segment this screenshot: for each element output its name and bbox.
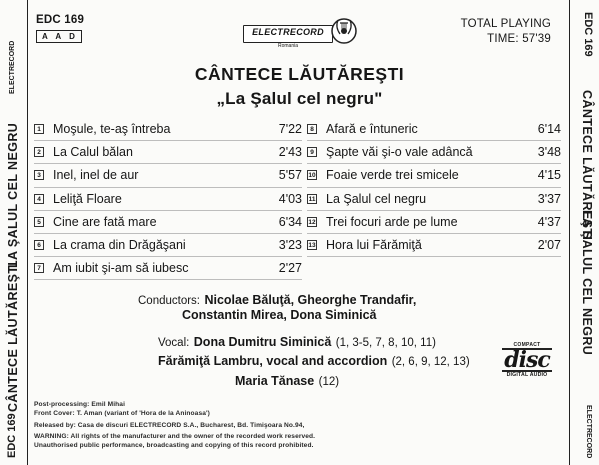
track-number: 1 <box>34 124 44 134</box>
track-row <box>34 234 302 257</box>
fine-print-line: Front Cover: T. Aman (variant of 'Hora de la Aninoasa') <box>34 410 210 417</box>
logo-subtitle: Romania <box>277 43 298 49</box>
track-number: 10 <box>308 172 316 180</box>
track-title: La Calul bălan <box>53 145 133 160</box>
track-duration: 7'22 <box>278 122 302 137</box>
spine-catalog-left: EDC 169 <box>6 413 18 458</box>
track-duration: 2'43 <box>278 145 302 160</box>
track-row <box>307 188 561 211</box>
track-duration: 4'03 <box>278 191 302 206</box>
track-duration: 4'15 <box>537 168 561 183</box>
track-row <box>307 118 561 141</box>
tracklist-right <box>307 118 561 257</box>
track-duration: 3'37 <box>537 191 561 206</box>
track-row <box>34 188 302 211</box>
track-title: La crama din Drăgăşani <box>53 238 186 253</box>
fine-print-line: Released by: Casa de discuri ELECTRECORD S.A., Bucharest, Bd. Timişoara No.94, <box>34 422 305 429</box>
track-title: Am iubit şi-am să iubesc <box>53 261 189 276</box>
album-title: CÂNTECE LĂUTĂREŞTI <box>194 64 405 84</box>
fine-print-line: Unauthorised public performance, broadcasting and copying of this record prohibited. <box>34 442 314 449</box>
track-number: 3 <box>34 170 44 180</box>
track-row <box>34 141 302 164</box>
conductors-label: Conductors: <box>138 295 201 307</box>
spine-subtitle-right: LA ŞALUL CEL NEGRU <box>580 210 594 356</box>
vocal-line-2 <box>158 352 470 370</box>
track-duration: 5'57 <box>278 168 302 183</box>
track-title: Inel, inel de aur <box>53 168 139 183</box>
track-number: 6 <box>34 240 44 250</box>
lyre-disc-icon <box>329 15 359 45</box>
vocal-1-tracks: (1, 3-5, 7, 8, 10, 11) <box>335 337 436 349</box>
track-row <box>34 211 302 234</box>
album-subtitle: „La Şalul cel negru" <box>216 89 383 108</box>
track-number: 9 <box>307 147 317 157</box>
fine-print-line: Post-processing: Emil Mihai <box>34 401 125 408</box>
vocal-line-3 <box>235 372 339 390</box>
track-duration: 6'34 <box>278 214 302 229</box>
track-duration: 4'37 <box>537 214 561 229</box>
compact-disc-mark: disc <box>502 348 552 372</box>
track-number: 2 <box>34 147 44 157</box>
catalog-number: EDC 169 <box>36 14 85 26</box>
total-line-1: TOTAL PLAYING <box>460 18 551 30</box>
tracklist-left <box>34 118 302 280</box>
fine-print-line: WARNING: All rights of the manufacturer and the owner of the recorded work reserved. <box>34 433 316 440</box>
spine-catalog-right: EDC 169 <box>582 12 594 57</box>
track-row <box>34 257 302 280</box>
track-title: La Şalul cel negru <box>326 191 427 206</box>
spine-subtitle-left: LA ŞALUL CEL NEGRU <box>6 122 20 268</box>
total-line-2: TIME: 57'39 <box>487 33 551 45</box>
logo-name: ELECTRECORD <box>252 27 324 37</box>
track-duration: 3'48 <box>537 145 561 160</box>
conductors-names-2: Constantin Mirea, Dona Siminică <box>182 308 377 322</box>
electrecord-logo <box>243 13 363 55</box>
vocal-2-tracks: (2, 6, 9, 12, 13) <box>391 356 470 368</box>
spine-label-left: ELECTRECORD <box>9 40 16 94</box>
track-number: 7 <box>34 263 44 273</box>
spine-title-right: CÂNTECE LĂUTĂREŞTI <box>580 90 594 241</box>
compact-disc-top-text: COMPACT <box>513 342 541 348</box>
track-duration: 3'23 <box>278 238 302 253</box>
track-number: 12 <box>308 218 316 226</box>
aad-code-badge: A A D <box>36 30 82 43</box>
spine-label-right: ELECTRECORD <box>585 405 592 459</box>
track-number: 5 <box>34 217 44 227</box>
compact-disc-logo <box>502 342 552 378</box>
track-row <box>307 211 561 234</box>
track-row <box>307 164 561 187</box>
total-playing-time <box>461 17 551 47</box>
conductors-line-1 <box>138 291 416 309</box>
conductors-names-1: Nicolae Băluţă, Gheorghe Trandafir, <box>204 293 417 307</box>
track-number: 4 <box>34 194 44 204</box>
track-number: 11 <box>308 195 316 203</box>
track-title: Moşule, te-aş întreba <box>53 122 171 137</box>
track-title: Cine are fată mare <box>53 214 157 229</box>
vocal-3-tracks: (12) <box>318 376 340 388</box>
vocal-label: Vocal: <box>158 337 190 349</box>
vocal-2-name: Fărămiţă Lambru, vocal and accordion <box>158 354 388 368</box>
track-number: 8 <box>307 124 317 134</box>
track-title: Hora lui Fărămiţă <box>326 238 422 253</box>
track-row <box>34 164 302 187</box>
track-title: Leliţă Floare <box>53 191 122 206</box>
track-row <box>34 118 302 141</box>
track-title: Afară e întuneric <box>326 122 418 137</box>
track-duration: 2'27 <box>278 261 302 276</box>
compact-disc-bottom-text: DIGITAL AUDIO <box>506 372 548 378</box>
track-title: Foaie verde trei smicele <box>326 168 459 183</box>
track-row <box>307 234 561 257</box>
track-title: Şapte văi şi-o vale adâncă <box>326 145 473 160</box>
vocal-line-1 <box>158 333 436 351</box>
track-duration: 6'14 <box>537 122 561 137</box>
track-row <box>307 141 561 164</box>
track-title: Trei focuri arde pe lume <box>326 214 458 229</box>
track-duration: 2'07 <box>537 238 561 253</box>
track-number: 13 <box>308 242 316 250</box>
spine-title-left: CÂNTECE LĂUTĂREŞTI <box>6 261 20 412</box>
vocal-3-name: Maria Tănase <box>235 374 315 388</box>
vocal-1-name: Dona Dumitru Siminică <box>193 335 332 349</box>
